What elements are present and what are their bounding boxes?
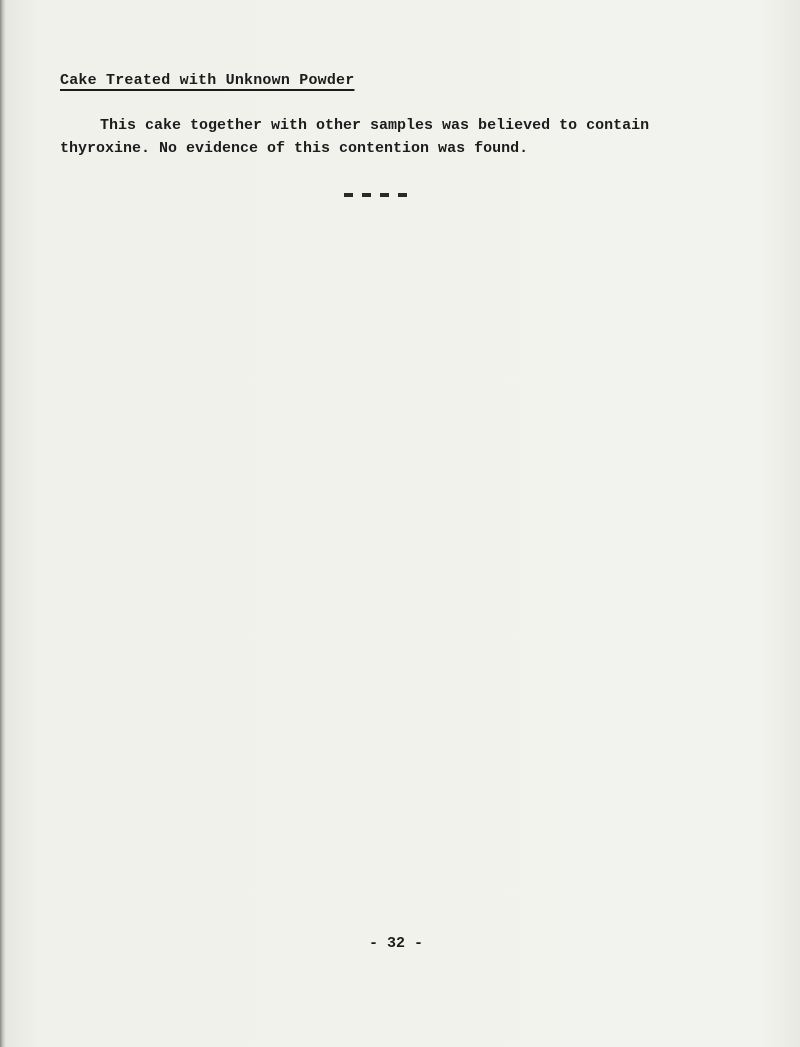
- section-heading: Cake Treated with Unknown Powder: [60, 72, 355, 89]
- paragraph-line-1: This cake together with other samples was believed to contain: [100, 117, 650, 134]
- body-paragraph: [60, 114, 760, 160]
- paragraph-line-2: thyroxine. No evidence of this contention was found.: [60, 140, 529, 157]
- page-edge-shadow: [0, 0, 6, 1047]
- page-number: - 32 -: [369, 935, 424, 952]
- dashed-divider: [344, 193, 412, 197]
